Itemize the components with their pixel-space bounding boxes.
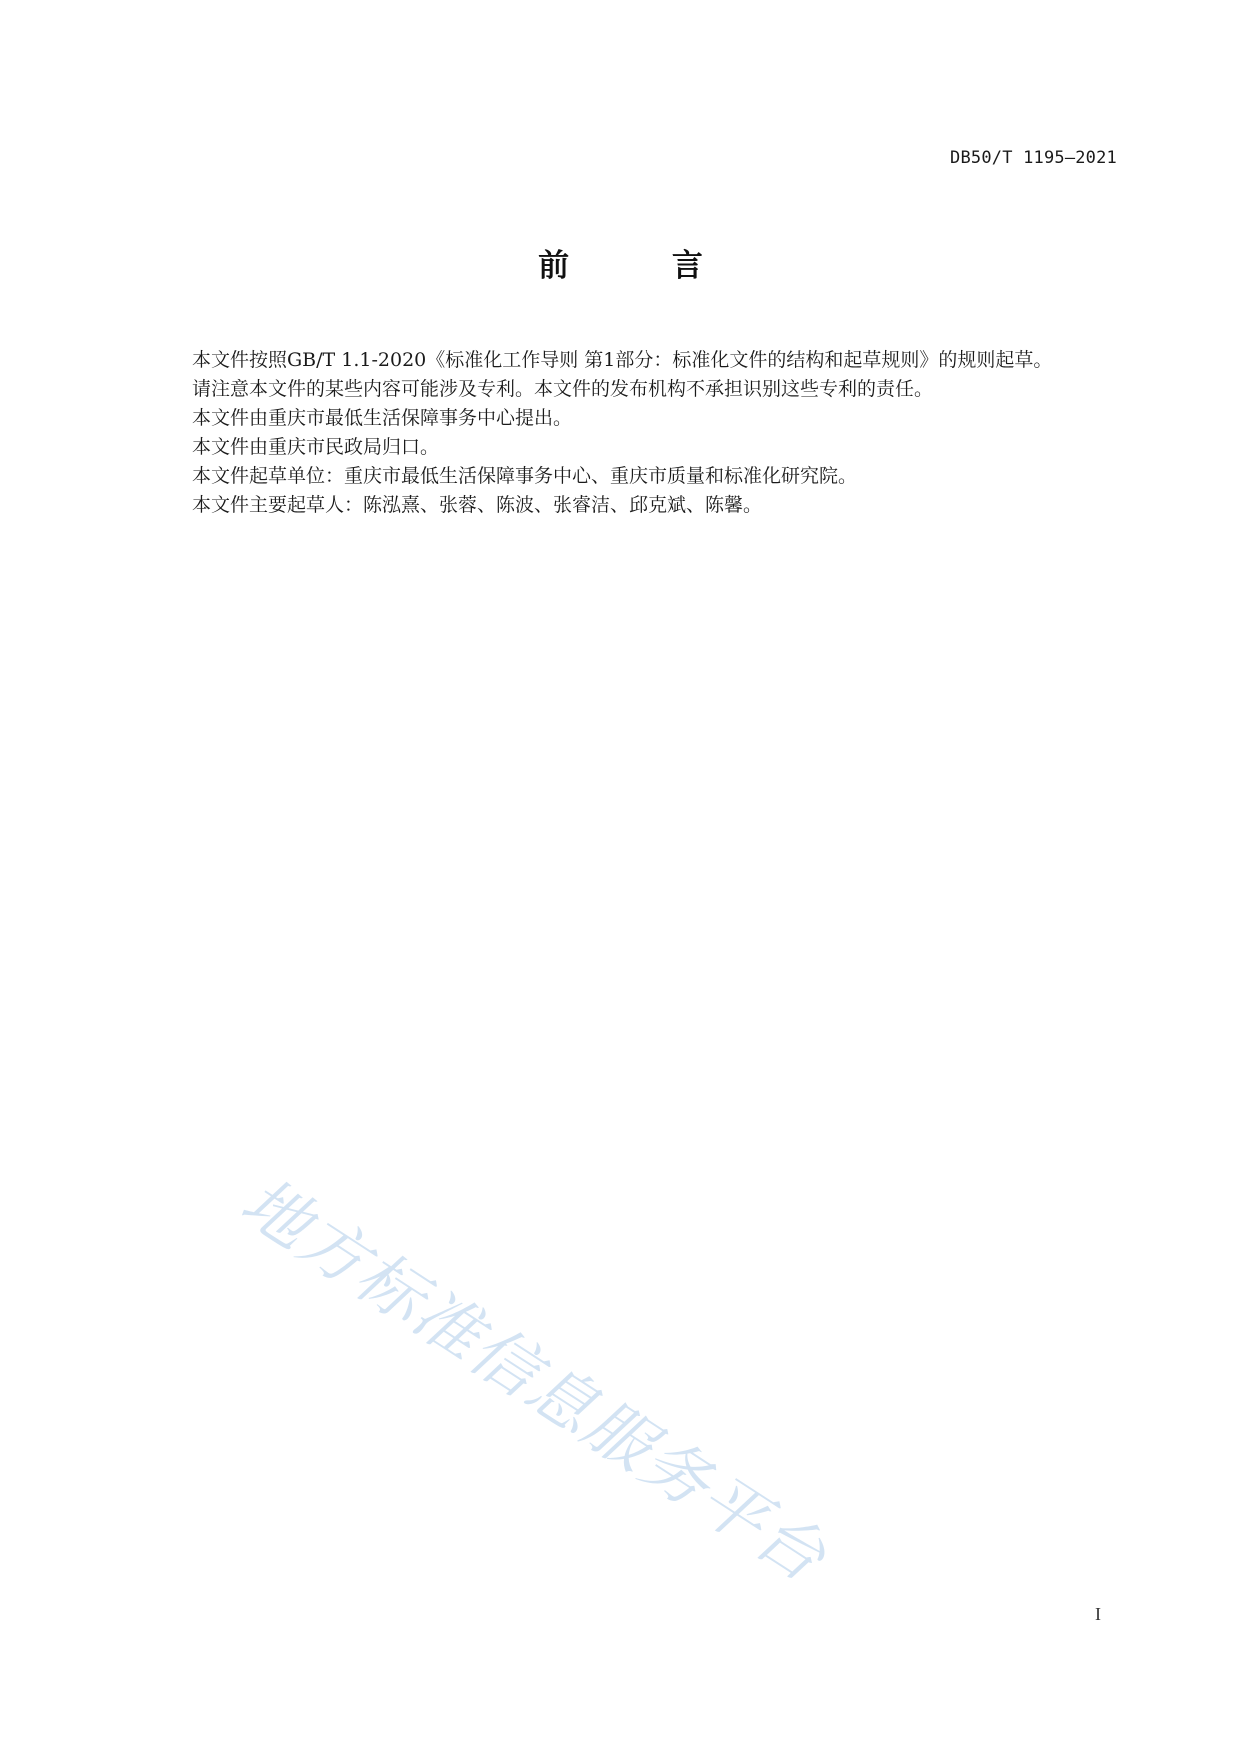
watermark: 地方标准信息服务平台	[227, 1162, 841, 1598]
paragraph-drafting-rules: 本文件按照GB/T 1.1-2020《标准化工作导则 第1部分：标准化文件的结构和起草规则》的规则起草。	[192, 349, 1053, 371]
paragraph-patent-notice: 请注意本文件的某些内容可能涉及专利。本文件的发布机构不承担识别这些专利的责任。	[192, 378, 934, 400]
page-title: 前 言	[538, 248, 749, 284]
document-code: DB50/T 1195—2021	[950, 148, 1117, 168]
paragraph-drafting-units: 本文件起草单位：重庆市最低生活保障事务中心、重庆市质量和标准化研究院。	[192, 465, 858, 487]
paragraph-proposer: 本文件由重庆市最低生活保障事务中心提出。	[192, 407, 573, 429]
foreword-body	[150, 346, 1120, 520]
paragraph-drafters: 本文件主要起草人：陈泓熹、张蓉、陈波、张睿洁、邱克斌、陈馨。	[192, 494, 763, 516]
page-number: I	[1095, 1604, 1101, 1624]
paragraph-administrator: 本文件由重庆市民政局归口。	[192, 436, 440, 458]
